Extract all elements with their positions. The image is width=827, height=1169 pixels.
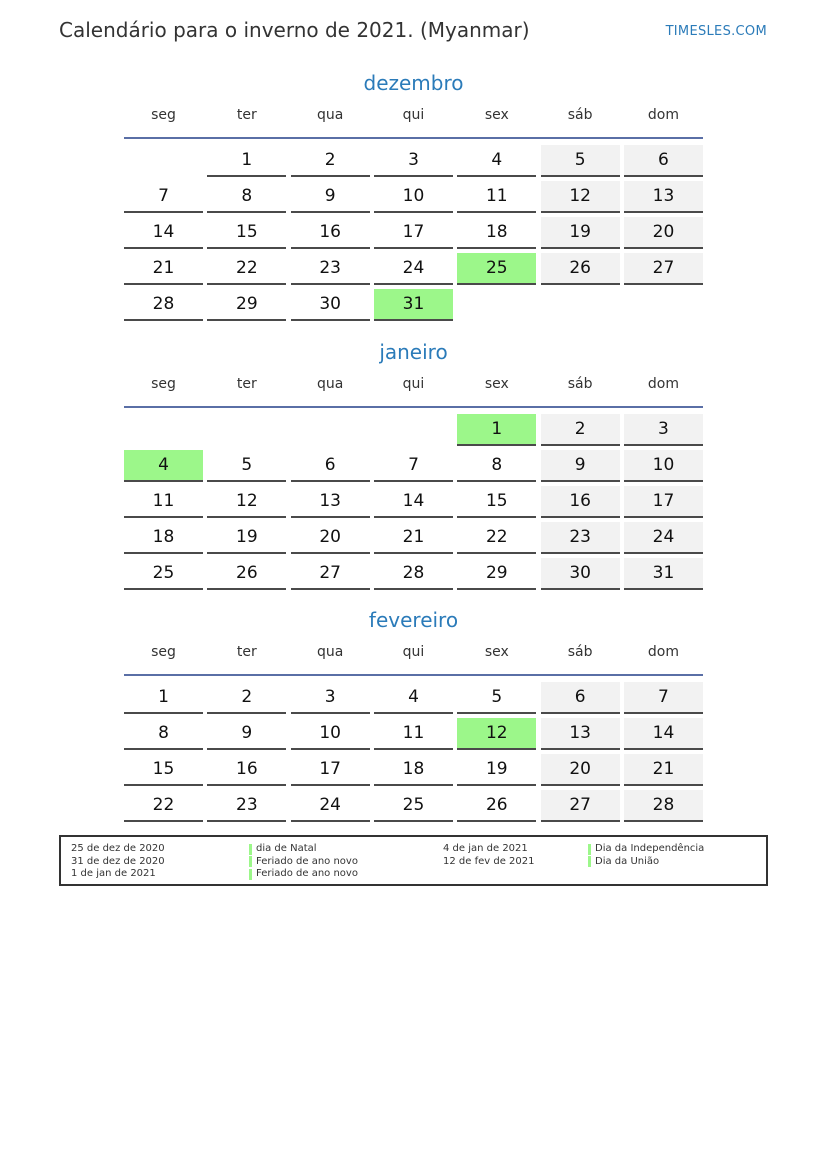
weekday-label: ter xyxy=(236,107,257,123)
legend-holiday-name: Feriado de ano novo xyxy=(256,855,358,867)
day-cell[interactable]: 26 xyxy=(207,558,286,590)
day-cell[interactable]: 19 xyxy=(541,217,620,249)
day-cell[interactable]: 24 xyxy=(291,790,370,822)
holiday-day-cell[interactable]: 25 xyxy=(457,253,536,285)
day-cell[interactable]: 13 xyxy=(624,181,703,213)
day-cell[interactable]: 25 xyxy=(124,558,203,590)
day-cell[interactable]: 22 xyxy=(207,253,286,285)
day-cell[interactable]: 10 xyxy=(624,450,703,482)
day-cell[interactable]: 19 xyxy=(457,754,536,786)
week-row xyxy=(124,252,703,288)
page-title: Calendário para o inverno de 2021. (Myanmar) xyxy=(59,18,530,42)
week-row xyxy=(124,521,703,557)
day-cell[interactable]: 15 xyxy=(124,754,203,786)
legend-row xyxy=(443,856,534,869)
day-cell xyxy=(374,414,453,446)
week-row xyxy=(124,681,703,717)
holiday-swatch xyxy=(249,856,252,867)
day-cell[interactable]: 9 xyxy=(541,450,620,482)
weekday-label: qui xyxy=(402,644,425,660)
day-cell[interactable]: 18 xyxy=(374,754,453,786)
weekday-label: qua xyxy=(316,644,344,660)
header-rule xyxy=(124,137,703,139)
weekday-label: dom xyxy=(647,376,680,392)
day-cell[interactable]: 13 xyxy=(541,718,620,750)
weekday-label: sex xyxy=(484,107,509,123)
holiday-day-cell[interactable]: 4 xyxy=(124,450,203,482)
day-cell[interactable]: 9 xyxy=(291,181,370,213)
weekday-label: qui xyxy=(402,107,425,123)
holiday-swatch xyxy=(588,844,591,855)
month-name: janeiro xyxy=(379,340,448,364)
day-cell[interactable]: 28 xyxy=(374,558,453,590)
legend-holiday-name: Dia da Independência xyxy=(595,843,705,854)
legend-row xyxy=(249,856,358,869)
week-row xyxy=(124,449,703,485)
holiday-day-cell[interactable]: 31 xyxy=(374,289,453,321)
day-cell[interactable]: 17 xyxy=(291,754,370,786)
legend-left-names xyxy=(249,843,358,881)
day-cell[interactable]: 15 xyxy=(207,217,286,249)
day-cell[interactable]: 17 xyxy=(374,217,453,249)
holiday-day-cell[interactable]: 12 xyxy=(457,718,536,750)
day-cell[interactable]: 10 xyxy=(291,718,370,750)
legend-holiday-name: dia de Natal xyxy=(256,843,317,854)
day-cell[interactable]: 20 xyxy=(624,217,703,249)
day-cell[interactable]: 16 xyxy=(207,754,286,786)
day-cell[interactable]: 8 xyxy=(124,718,203,750)
day-cell[interactable]: 31 xyxy=(624,558,703,590)
day-cell[interactable]: 14 xyxy=(124,217,203,249)
legend-date: 31 de dez de 2020 xyxy=(71,855,165,867)
day-cell[interactable]: 15 xyxy=(457,486,536,518)
day-cell[interactable]: 14 xyxy=(624,718,703,750)
day-cell[interactable]: 2 xyxy=(291,145,370,177)
day-cell[interactable]: 22 xyxy=(457,522,536,554)
day-cell[interactable]: 21 xyxy=(124,253,203,285)
week-row xyxy=(124,413,703,449)
weekday-label: qua xyxy=(316,376,344,392)
day-cell[interactable]: 25 xyxy=(374,790,453,822)
calendar-grid xyxy=(124,413,703,593)
day-cell[interactable]: 28 xyxy=(624,790,703,822)
weekday-label: sáb xyxy=(567,376,593,392)
day-cell[interactable]: 22 xyxy=(124,790,203,822)
day-cell[interactable]: 12 xyxy=(541,181,620,213)
header-rule xyxy=(124,674,703,676)
calendar-grid xyxy=(124,144,703,324)
month-name: fevereiro xyxy=(368,608,459,632)
day-cell[interactable]: 4 xyxy=(374,682,453,714)
day-cell[interactable]: 11 xyxy=(457,181,536,213)
weekday-label: ter xyxy=(236,644,257,660)
day-cell xyxy=(207,414,286,446)
day-cell[interactable]: 17 xyxy=(624,486,703,518)
day-cell[interactable]: 5 xyxy=(207,450,286,482)
legend-row xyxy=(71,868,165,881)
day-cell[interactable]: 7 xyxy=(124,181,203,213)
legend-right-dates xyxy=(443,843,534,868)
weekday-header xyxy=(124,102,703,128)
day-cell[interactable]: 6 xyxy=(624,145,703,177)
day-cell[interactable]: 10 xyxy=(374,181,453,213)
day-cell[interactable]: 23 xyxy=(207,790,286,822)
day-cell xyxy=(124,145,203,177)
week-row xyxy=(124,144,703,180)
weekday-label: dom xyxy=(647,107,680,123)
day-cell[interactable]: 2 xyxy=(207,682,286,714)
weekday-label: seg xyxy=(151,644,176,660)
day-cell[interactable]: 16 xyxy=(291,217,370,249)
month-name: dezembro xyxy=(363,71,464,95)
day-cell[interactable]: 5 xyxy=(541,145,620,177)
month-december xyxy=(124,68,703,324)
day-cell[interactable]: 27 xyxy=(624,253,703,285)
day-cell xyxy=(124,414,203,446)
legend-left-dates xyxy=(71,843,165,881)
brand-link[interactable]: TIMESLES.COM xyxy=(665,24,767,39)
day-cell[interactable]: 18 xyxy=(457,217,536,249)
weekday-label: seg xyxy=(151,376,176,392)
holiday-swatch xyxy=(249,844,252,855)
day-cell[interactable]: 20 xyxy=(291,522,370,554)
day-cell[interactable]: 27 xyxy=(291,558,370,590)
calendar-grid xyxy=(124,681,703,825)
day-cell[interactable]: 26 xyxy=(541,253,620,285)
legend-date: 1 de jan de 2021 xyxy=(71,868,156,879)
weekday-label: sáb xyxy=(567,107,593,123)
day-cell[interactable]: 4 xyxy=(457,145,536,177)
day-cell[interactable]: 6 xyxy=(291,450,370,482)
weekday-label: ter xyxy=(236,376,257,392)
legend-row xyxy=(71,843,165,856)
day-cell xyxy=(291,414,370,446)
day-cell[interactable]: 3 xyxy=(624,414,703,446)
weekday-label: dom xyxy=(647,644,680,660)
month-february xyxy=(124,605,703,825)
day-cell[interactable]: 19 xyxy=(207,522,286,554)
legend-holiday-name: Feriado de ano novo xyxy=(256,868,358,879)
holiday-swatch xyxy=(249,869,252,880)
day-cell[interactable]: 24 xyxy=(624,522,703,554)
day-cell[interactable]: 14 xyxy=(374,486,453,518)
holiday-legend xyxy=(59,835,768,886)
weekday-header xyxy=(124,371,703,397)
day-cell[interactable]: 18 xyxy=(124,522,203,554)
day-cell[interactable]: 28 xyxy=(124,289,203,321)
day-cell[interactable]: 29 xyxy=(457,558,536,590)
day-cell[interactable]: 24 xyxy=(374,253,453,285)
day-cell[interactable]: 30 xyxy=(291,289,370,321)
legend-row xyxy=(588,843,704,856)
day-cell[interactable]: 1 xyxy=(124,682,203,714)
day-cell[interactable]: 16 xyxy=(541,486,620,518)
legend-row xyxy=(588,856,704,869)
weekday-label: qua xyxy=(316,107,344,123)
legend-row xyxy=(249,868,358,881)
day-cell[interactable]: 23 xyxy=(291,253,370,285)
day-cell[interactable]: 5 xyxy=(457,682,536,714)
legend-holiday-name: Dia da União xyxy=(595,855,660,867)
week-row xyxy=(124,789,703,825)
day-cell[interactable]: 27 xyxy=(541,790,620,822)
day-cell xyxy=(541,289,620,321)
day-cell[interactable]: 12 xyxy=(207,486,286,518)
week-row xyxy=(124,216,703,252)
day-cell xyxy=(624,289,703,321)
day-cell[interactable]: 3 xyxy=(291,682,370,714)
holiday-day-cell[interactable]: 1 xyxy=(457,414,536,446)
week-row xyxy=(124,753,703,789)
weekday-label: qui xyxy=(402,376,425,392)
day-cell[interactable]: 20 xyxy=(541,754,620,786)
day-cell[interactable]: 21 xyxy=(624,754,703,786)
day-cell[interactable]: 11 xyxy=(374,718,453,750)
day-cell[interactable]: 7 xyxy=(374,450,453,482)
week-row xyxy=(124,717,703,753)
week-row xyxy=(124,288,703,324)
legend-row xyxy=(249,843,358,856)
day-cell[interactable]: 11 xyxy=(124,486,203,518)
day-cell[interactable]: 9 xyxy=(207,718,286,750)
holiday-swatch xyxy=(588,856,591,867)
day-cell[interactable]: 7 xyxy=(624,682,703,714)
legend-date: 4 de jan de 2021 xyxy=(443,843,528,854)
week-row xyxy=(124,180,703,216)
day-cell[interactable]: 1 xyxy=(207,145,286,177)
week-row xyxy=(124,485,703,521)
day-cell[interactable]: 3 xyxy=(374,145,453,177)
day-cell[interactable]: 6 xyxy=(541,682,620,714)
week-row xyxy=(124,557,703,593)
day-cell[interactable]: 26 xyxy=(457,790,536,822)
weekday-label: sáb xyxy=(567,644,593,660)
month-january xyxy=(124,337,703,593)
header-rule xyxy=(124,406,703,408)
weekday-label: sex xyxy=(484,376,509,392)
weekday-label: sex xyxy=(484,644,509,660)
legend-right-names xyxy=(588,843,704,868)
day-cell[interactable]: 8 xyxy=(207,181,286,213)
legend-row xyxy=(71,856,165,869)
day-cell[interactable]: 29 xyxy=(207,289,286,321)
legend-date: 25 de dez de 2020 xyxy=(71,843,165,854)
legend-row xyxy=(443,843,534,856)
legend-date: 12 de fev de 2021 xyxy=(443,855,535,867)
day-cell[interactable]: 13 xyxy=(291,486,370,518)
day-cell[interactable]: 2 xyxy=(541,414,620,446)
weekday-label: seg xyxy=(151,107,176,123)
day-cell[interactable]: 23 xyxy=(541,522,620,554)
day-cell[interactable]: 8 xyxy=(457,450,536,482)
day-cell xyxy=(457,289,536,321)
weekday-header xyxy=(124,639,703,665)
day-cell[interactable]: 21 xyxy=(374,522,453,554)
day-cell[interactable]: 30 xyxy=(541,558,620,590)
